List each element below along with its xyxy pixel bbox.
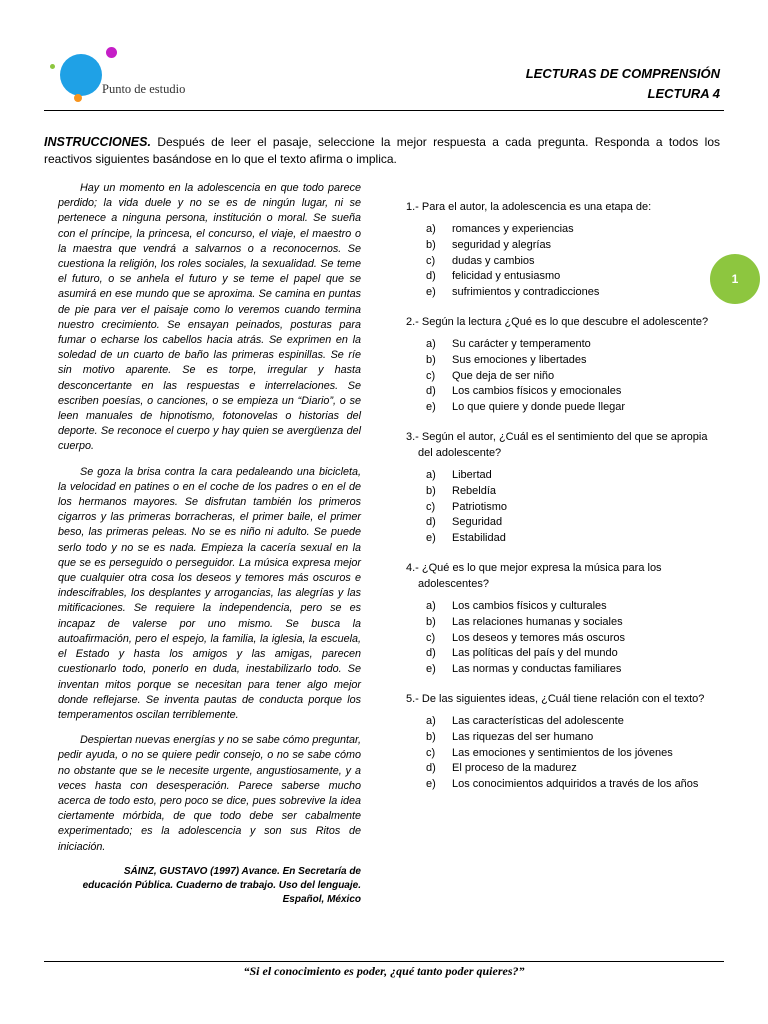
option-letter: e) [426,286,436,299]
document-title: LECTURAS DE COMPRENSIÓN [525,66,720,81]
citation-line: educación Pública. Cuaderno de trabajo. Uso del lenguaje. [82,879,361,891]
option-letter: d) [426,516,436,529]
citation-line: Español, México [282,893,361,905]
question [406,314,724,415]
option-letter: e) [426,532,436,545]
option [426,530,724,546]
option [426,221,724,237]
logo-dot-green [50,64,55,69]
option [426,661,724,677]
question [406,560,724,677]
instructions [44,134,720,167]
option-text: Los cambios físicos y culturales [452,599,607,612]
instructions-label: INSTRUCCIONES. [44,135,151,149]
option-letter: e) [426,663,436,676]
option-letter: b) [426,615,436,628]
option-letter: a) [426,223,436,235]
question-text: 5.- De las siguientes ideas, ¿Cuál tiene relación con el texto? [406,692,705,705]
option-text: seguridad y alegrías [452,238,552,251]
option [426,514,724,530]
option [426,253,724,269]
option [426,760,724,776]
option-letter: b) [426,484,436,497]
options-list [406,221,724,300]
option [426,614,724,630]
option [426,645,724,661]
option-letter: c) [426,631,436,644]
option [426,352,724,368]
options-list [406,598,724,677]
option [426,483,724,499]
option-letter: d) [426,270,436,283]
reading-paragraph: Despiertan nuevas energías y no se sabe cómo preguntar, pedir ayuda, o no se quiere pedir consejo, o no se sabe cómo no obstante que se le necesite urgente, angustiosamente, y a veces hasta con desesperación. Parece saberse mucho acerca de todo esto, pero poco se dice, pues sobrevive la idea ciertamente mórbida, de que todo debe ser cabalmente experimentado; es la adolescencia y son sus Ritos de iniciación. [58,734,361,853]
option-text: Las características del adolescente [452,714,624,727]
question-text: 4.- ¿Qué es lo que mejor expresa la música para los adolescentes? [406,561,662,590]
logo-text: Punto de estudio [102,82,186,96]
option-letter: b) [426,353,436,366]
question [406,429,724,546]
option-text: Que deja de ser niño [452,369,555,382]
reading-paragraph: Se goza la brisa contra la cara pedaleando una bicicleta, la velocidad en patines o en el coche de los padres o en el de los hermanos mayores. Se disfrutan también los primeros cigarros y las primeras borracheras, el primer baile, el primer beso, las primeras peleas. No se es niño ni adulto. Se puede serlo todo y no se es nada. Empieza la cacería sexual en la que se es perseguido o perseguidor. La música expresa mejor que cualquier otra cosa los deseos y temores más oscuros e indescifrables, los desplantes y arrogancias, las alegrías y las mitificaciones. Se requiere la independencia, pero se es incapaz de valerse por uno mismo. Se busca la autoafirmación, pero el espejo, la familia, la iglesia, la escuela, el Estado y hasta los amigos y las amigas, parecen cuestionarlo todo, ponerlo en duda, inestabilizarlo todo. Se inventan mitos porque se necesitan para tener algo mejor donde reflejarse. Se inventa pautas de conducta porque los temperamentos oscilan terriblemente. [58,465,361,721]
option-letter: c) [426,369,436,382]
option-letter: d) [426,647,436,660]
option-text: Su carácter y temperamento [452,337,591,350]
option-text: dudas y cambios [452,254,535,267]
footer-divider [44,961,724,962]
option-letter: c) [426,254,436,267]
option [426,630,724,646]
option-text: Los deseos y temores más oscuros [452,631,626,644]
logo-dot-pink [106,47,117,58]
question-text: 3.- Según el autor, ¿Cuál es el sentimiento del que se apropia del adolescente? [406,430,708,459]
option-text: Las emociones y sentimientos de los jóvenes [452,746,673,759]
option-letter: a) [426,337,436,350]
option-text: Las normas y conductas familiares [452,663,622,676]
option-text: Las relaciones humanas y sociales [452,615,623,628]
option [426,499,724,515]
option-text: Patriotismo [452,500,508,513]
document-subtitle: LECTURA 4 [647,86,720,101]
option-text: felicidad y entusiasmo [452,270,561,283]
question-text: 1.- Para el autor, la adolescencia es una etapa de: [406,201,652,213]
option-letter: c) [426,500,436,513]
option-text: Rebeldía [452,484,497,497]
option-letter: a) [426,468,436,481]
option [426,368,724,384]
option [426,399,724,415]
option-letter: a) [426,599,436,612]
option-text: Seguridad [452,516,503,529]
question-text: 2.- Según la lectura ¿Qué es lo que descubre el adolescente? [406,315,709,328]
option [426,776,724,792]
logo-dot-orange [74,94,82,102]
option [426,745,724,761]
document-header [526,64,720,104]
option-text: Estabilidad [452,532,506,545]
option-letter: c) [426,746,436,759]
option-text: romances y experiencias [452,223,574,235]
citation-line: SÁINZ, GUSTAVO (1997) Avance. En Secretaría de [123,865,361,877]
logo-circle-blue [60,54,102,96]
option-text: sufrimientos y contradicciones [452,286,600,299]
reading-paragraph: Hay un momento en la adolescencia en que todo parece perdido; la vida duele y no se es de ningún lugar, ni se pertenece a ninguna persona, institución o moral. Se sueña con el príncipe, la princesa, el concurso, el viaje, el maestro o la maestra que vendrá a salvarnos o a reconocernos. Se cuestiona la religión, los roles sociales, la sexualidad. Se teme el futuro, o se anhela el futuro y se teme el papel que se asumirá en ese mundo que se aproxima. Se camina en puntas de pie para ver el paisaje como lo veremos cuando termina nuestro crecimiento. Se ensayan peinados, posturas para fumar o echarse los cabellos hacia atrás. Se exprimen en la soledad de un cuarto de baño las primeras espinillas. Se ríe sin motivo aparente. Se es torpe, irregular y hasta desconcertante en las respuestas e interrelaciones. Se escriben poesías, o canciones, o se empieza un “Diario”, o se leen manuales de hipnotismo, fotonovelas o historias del deporte. Se reconoce el cuerpo y hay quien se avergüenza del cuerpo. [58,182,361,453]
citation [58,865,361,907]
question [406,199,724,300]
option-letter: e) [426,401,436,414]
option [426,268,724,284]
option-letter: b) [426,730,436,743]
logo [44,44,204,104]
option-letter: a) [426,714,436,727]
option-letter: e) [426,778,436,791]
option-letter: b) [426,238,436,251]
option-text: El proceso de la madurez [452,762,577,775]
option-text: Los conocimientos adquiridos a través de los años [452,778,699,791]
option-text: Sus emociones y libertades [452,353,587,366]
question [406,691,724,792]
instructions-text: Después de leer el pasaje, seleccione la mejor respuesta a cada pregunta. Responda a todos los reactivos siguientes basándose en lo que el texto afirma o implica. [44,135,720,166]
option [426,383,724,399]
reading-passage [58,181,361,907]
footer-quote: “Si el conocimiento es poder, ¿qué tanto poder quieres?” [243,964,525,978]
option-text: Lo que quiere y donde puede llegar [452,401,626,414]
options-list [406,467,724,546]
option [426,467,724,483]
option-letter: d) [426,385,436,398]
questions-list [406,199,724,806]
option-text: Libertad [452,468,492,481]
option [426,336,724,352]
option-text: Las políticas del país y del mundo [452,647,618,660]
options-list [406,336,724,415]
options-list [406,713,724,792]
option-text: Los cambios físicos y emocionales [452,385,622,398]
option [426,284,724,300]
option [426,729,724,745]
option [426,237,724,253]
option-text: Las riquezas del ser humano [452,730,594,743]
page-number-badge: 1 [710,254,760,304]
option [426,598,724,614]
header-divider [44,110,724,111]
option [426,713,724,729]
option-letter: d) [426,762,436,775]
